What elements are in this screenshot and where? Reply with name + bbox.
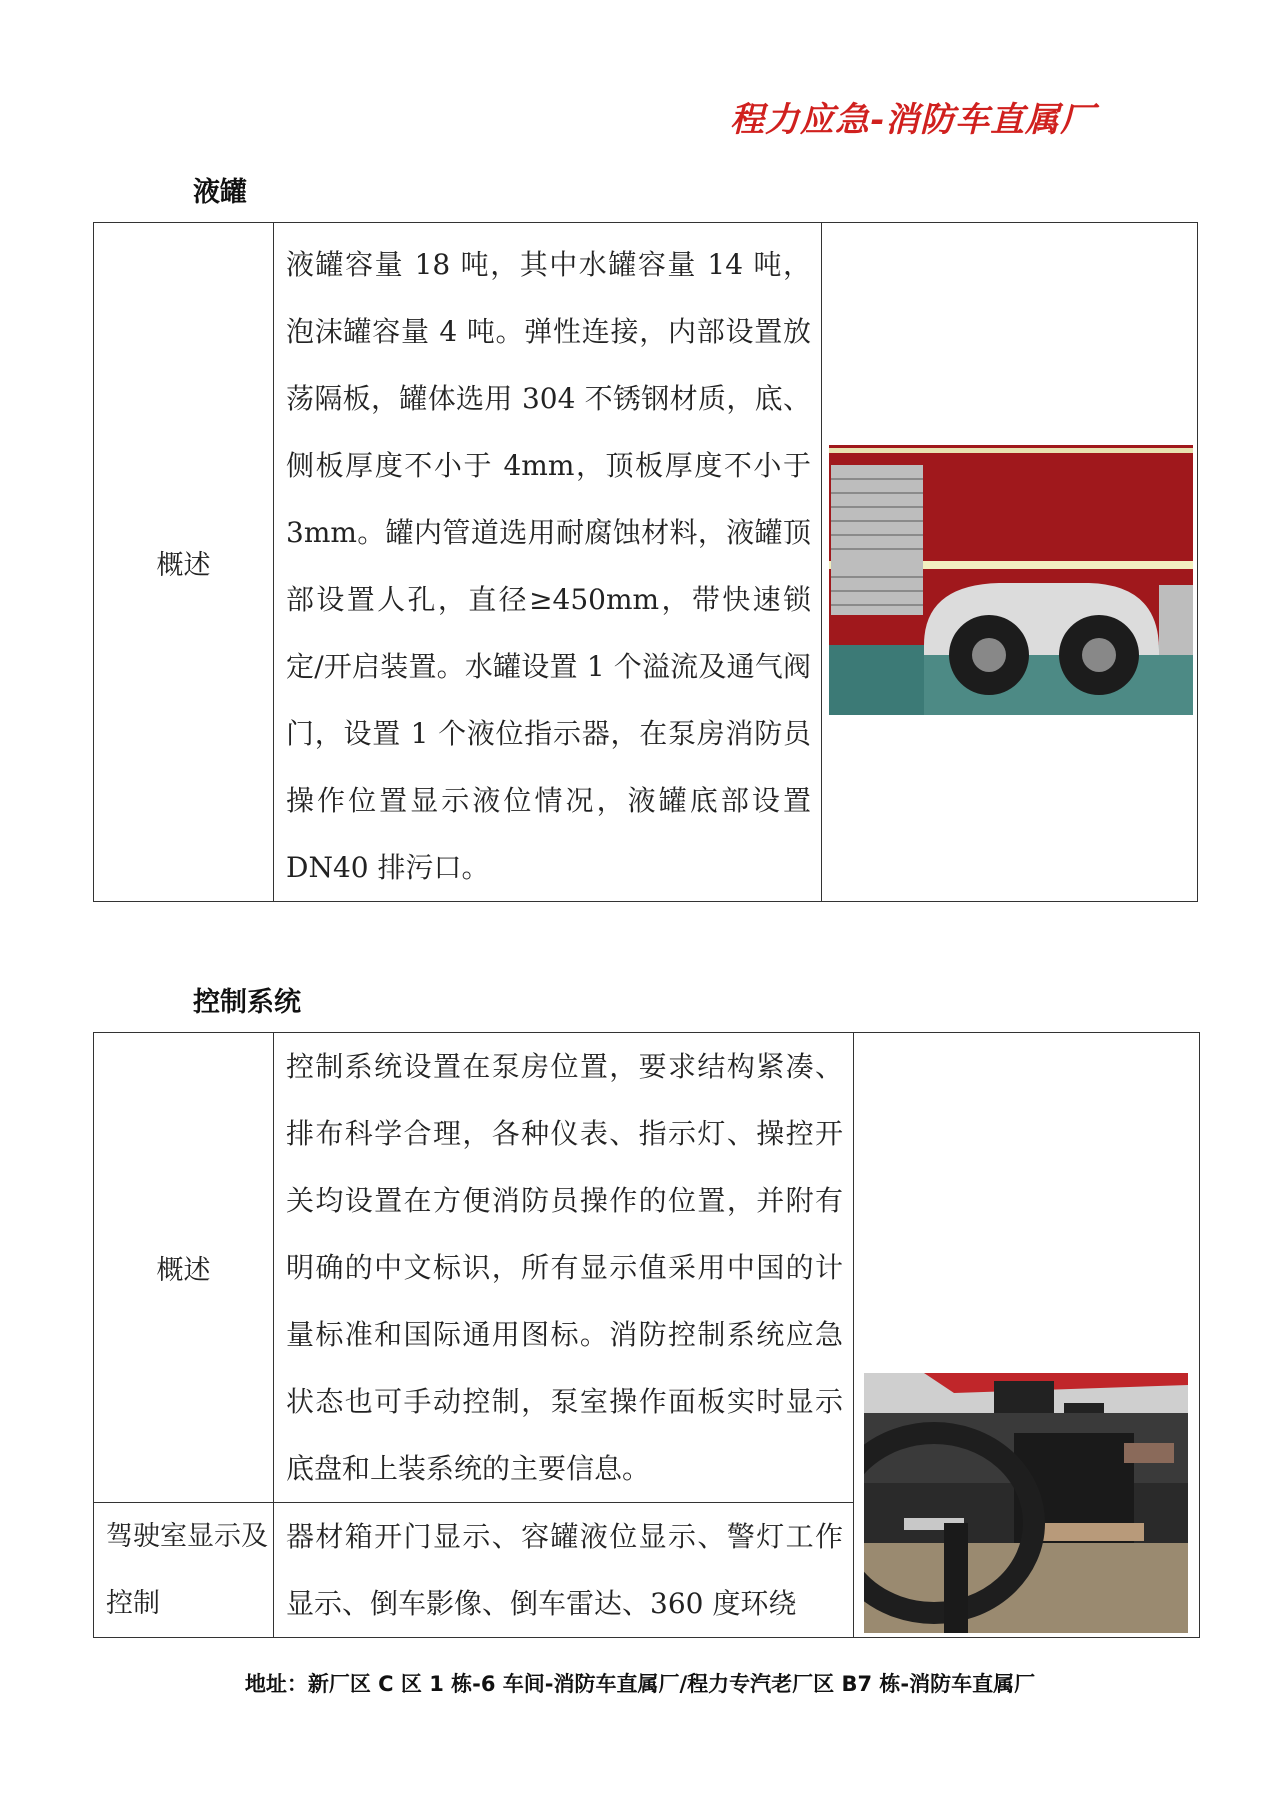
- row-description: 器材箱开门显示、容罐液位显示、警灯工作显示、倒车影像、倒车雷达、360 度环绕: [274, 1503, 854, 1638]
- section-title-control-system: 控制系统: [193, 987, 301, 1018]
- tank-photo-cell: [822, 223, 1198, 902]
- footer-address: 地址：新厂区 C 区 1 栋-6 车间-消防车直属厂/程力专汽老厂区 B7 栋-消防车直属厂: [244, 1672, 1036, 1696]
- control-spec-table: [93, 1032, 1200, 1638]
- section-title-tank: 液罐: [193, 177, 247, 208]
- row-description: 液罐容量 18 吨，其中水罐容量 14 吨，泡沫罐容量 4 吨。弹性连接，内部设置放荡隔板，罐体选用 304 不锈钢材质，底、侧板厚度不小于 4mm，顶板厚度不小于 3mm。罐内管道选用耐腐蚀材料，液罐顶部设置人孔，直径≥450mm，带快速锁定/开启装置。水罐设置 1 个溢流及通气阀门，设置 1 个液位指示器，在泵房消防员操作位置显示液位情况，液罐底部设置 DN40 排污口。: [274, 223, 822, 902]
- row-label: 概述: [94, 1033, 274, 1503]
- row-label: 概述: [94, 223, 274, 902]
- cab-photo-cell: [854, 1033, 1200, 1638]
- table-row: [94, 223, 1198, 902]
- fire-truck-tank-photo: [829, 445, 1193, 715]
- row-label: 驾驶室显示及控制: [94, 1503, 274, 1638]
- brand-title: 程力应急-消防车直属厂: [730, 100, 1096, 140]
- row-description: 控制系统设置在泵房位置，要求结构紧凑、排布科学合理，各种仪表、指示灯、操控开关均设置在方便消防员操作的位置，并附有明确的中文标识，所有显示值采用中国的计量标准和国际通用图标。消防控制系统应急状态也可手动控制，泵室操作面板实时显示底盘和上装系统的主要信息。: [274, 1033, 854, 1503]
- cab-dashboard-photo: [864, 1373, 1188, 1633]
- table-row: [94, 1033, 1200, 1503]
- tank-spec-table: [93, 222, 1198, 902]
